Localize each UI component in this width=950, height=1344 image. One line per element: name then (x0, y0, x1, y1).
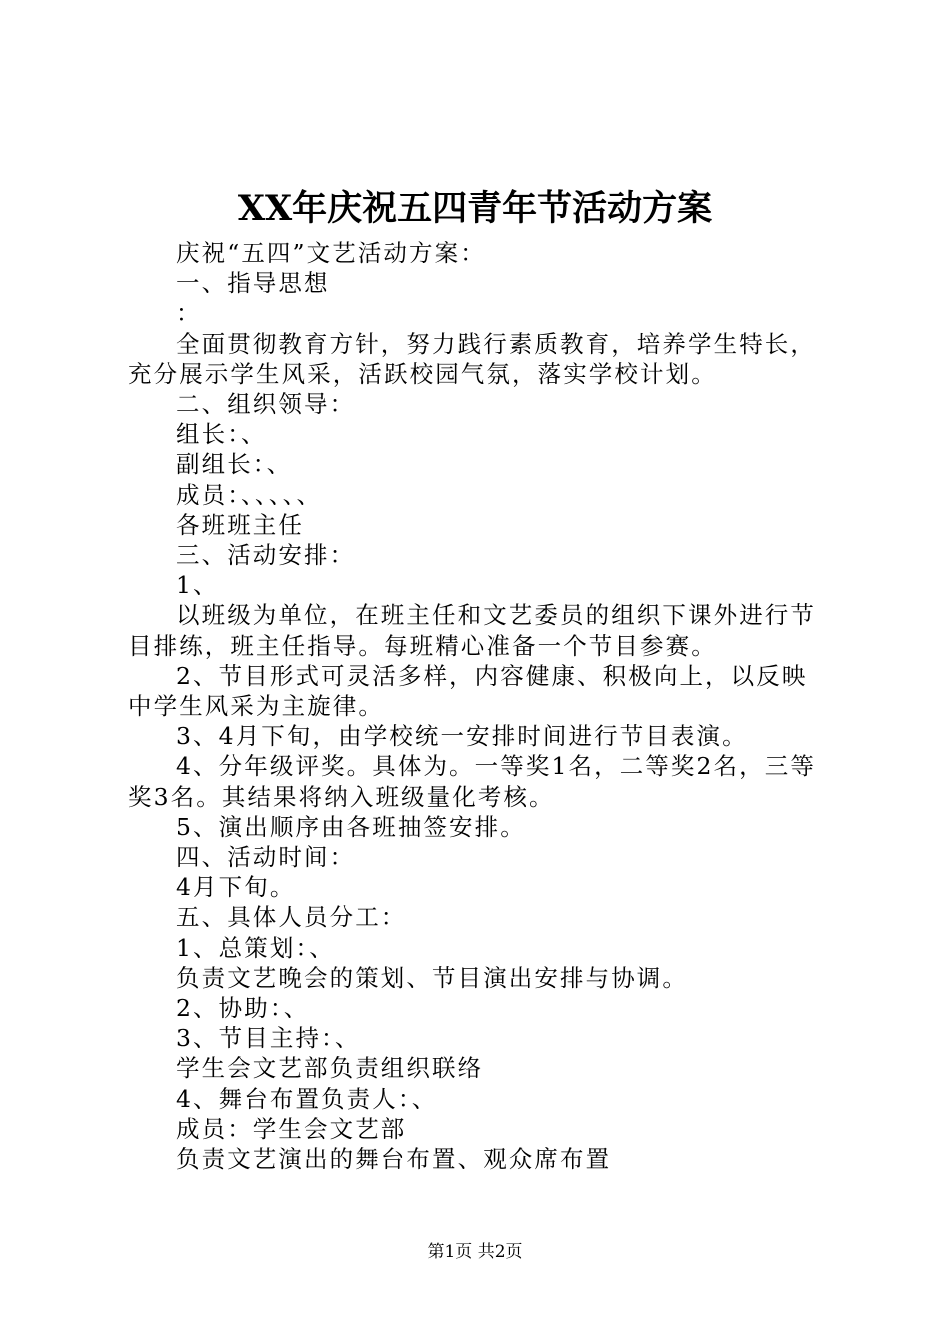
section-heading: 一、指导思想 (176, 269, 330, 298)
paragraph: 3、节目主持：、 (176, 1024, 361, 1053)
paragraph: ： (176, 299, 202, 328)
paragraph: 负责文艺晚会的策划、节目演出安排与协调。 (176, 963, 688, 992)
paragraph: 1、总策划：、 (176, 933, 335, 962)
paragraph: 成员：、、、、、 (176, 480, 323, 509)
document-title: XX年庆祝五四青年节活动方案 (237, 188, 713, 229)
paragraph: 3、4月下旬，由学校统一安排时间进行节目表演。 (176, 722, 748, 751)
paragraph: 副组长：、 (176, 450, 293, 479)
paragraph: 各班班主任 (176, 510, 304, 539)
page-footer: 第1页 共2页 (427, 1242, 523, 1262)
paragraph: 成员：学生会文艺部 (176, 1114, 407, 1143)
section-heading: 五、具体人员分工： (176, 903, 407, 932)
paragraph: 4、分年级评奖。具体为。一等奖1名，二等奖2名，三等奖3名。其结果将纳入班级量化考核。 (128, 752, 816, 811)
paragraph: 2、协助：、 (176, 994, 310, 1023)
paragraph: 学生会文艺部负责组织联络 (176, 1054, 484, 1083)
paragraph: 以班级为单位，在班主任和文艺委员的组织下课外进行节目排练，班主任指导。每班精心准备一个节目参赛。 (128, 601, 816, 660)
paragraph: 5、演出顺序由各班抽签安排。 (176, 812, 526, 841)
paragraph: 负责文艺演出的舞台布置、观众席布置 (176, 1145, 612, 1174)
paragraph: 2、节目形式可灵活多样，内容健康、积极向上，以反映中学生风采为主旋律。 (128, 661, 808, 721)
section-heading: 四、活动时间： (176, 843, 356, 872)
paragraph: 组长：、 (176, 420, 267, 449)
paragraph: 庆祝“五四”文艺活动方案： (176, 239, 486, 267)
paragraph: 全面贯彻教育方针，努力践行素质教育，培养学生特长，充分展示学生风采，活跃校园气氛，落实学校计划。 (128, 329, 816, 388)
paragraph: 4月下旬。 (176, 873, 296, 902)
section-heading: 三、活动安排： (176, 541, 356, 570)
paragraph: 4、舞台布置负责人：、 (176, 1084, 438, 1113)
section-heading: 二、组织领导： (176, 390, 356, 419)
paragraph: 1、 (176, 571, 219, 600)
document-body (128, 238, 833, 1174)
